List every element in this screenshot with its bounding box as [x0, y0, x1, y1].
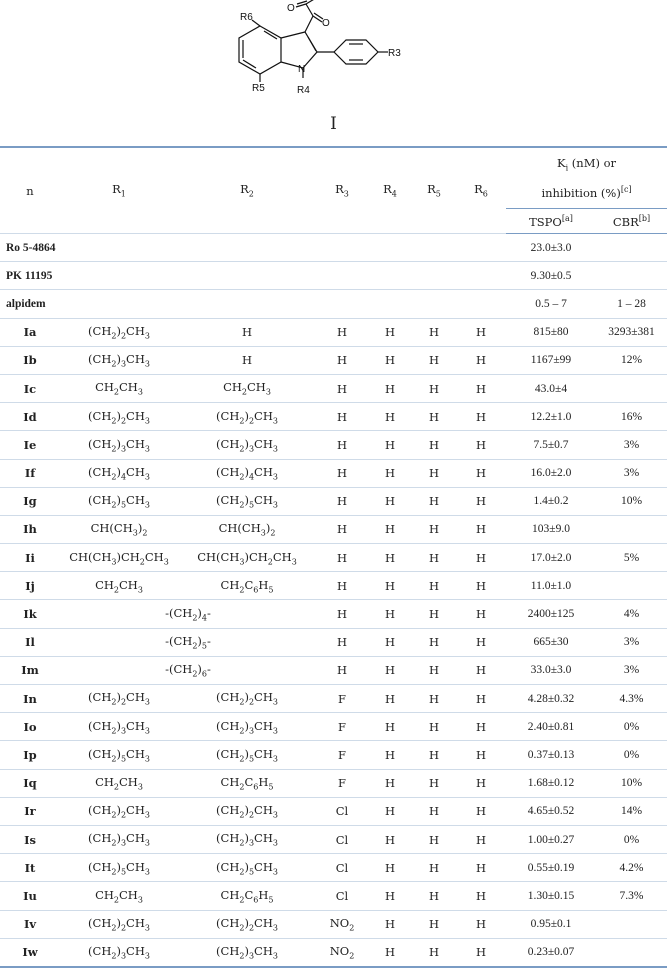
r6-value: H: [456, 769, 506, 797]
r1-value: $CH_2CH_3$: [60, 882, 178, 910]
col-header-r6: $R_6$: [456, 147, 506, 234]
table-row: [0, 374, 667, 402]
tspo-value: 103±9.0: [506, 515, 596, 543]
cbr-value: [596, 938, 667, 967]
reference-row: [0, 290, 667, 318]
r2-value: $(CH_2)_3CH_3$: [178, 713, 316, 741]
oxygen-label-1: O: [287, 3, 295, 14]
table-row: [0, 431, 667, 459]
r2-value: $(CH_2)_2CH_3$: [178, 685, 316, 713]
r3-value: H: [316, 656, 368, 684]
r4-value: H: [368, 854, 412, 882]
r3-value: H: [316, 374, 368, 402]
compound-id: Ig: [0, 487, 60, 515]
r1-value: $CH_2CH_3$: [60, 769, 178, 797]
col-header-n: n: [0, 147, 60, 234]
tspo-value: 9.30±0.5: [506, 262, 596, 290]
r3-value: Cl: [316, 854, 368, 882]
binding-table: [0, 146, 667, 968]
compound-id: Il: [0, 628, 60, 656]
compound-id: Ib: [0, 346, 60, 374]
r1-value: $(CH_2)_2CH_3$: [60, 910, 178, 938]
r3-value: F: [316, 741, 368, 769]
r5-value: H: [412, 628, 456, 656]
r1-value: $(CH_2)_3CH_3$: [60, 346, 178, 374]
cbr-value: 0%: [596, 741, 667, 769]
r1-value: $CH(CH_3)CH_2CH_3$: [60, 544, 178, 572]
r1-value: $(CH_2)_5CH_3$: [60, 741, 178, 769]
cbr-value: 4.3%: [596, 685, 667, 713]
r5-value: H: [412, 572, 456, 600]
table-row: [0, 854, 667, 882]
tspo-value: 1.68±0.12: [506, 769, 596, 797]
cbr-value: 0%: [596, 713, 667, 741]
r1-value: $(CH_2)_3CH_3$: [60, 713, 178, 741]
r4-value: H: [368, 882, 412, 910]
r1-value: $CH(CH_3)_2$: [60, 515, 178, 543]
r3-value: Cl: [316, 797, 368, 825]
tspo-value: 2.40±0.81: [506, 713, 596, 741]
table-row: [0, 572, 667, 600]
r2-value: $(CH_2)_5CH_3$: [178, 487, 316, 515]
reference-row: [0, 234, 667, 262]
r2-value: $(CH_2)_3CH_3$: [178, 825, 316, 853]
r4-value: H: [368, 685, 412, 713]
r2-value: $CH_2C_6H_5$: [178, 572, 316, 600]
col-header-r1: $R_1$: [60, 147, 178, 234]
r6-value: H: [456, 544, 506, 572]
oxygen-label-2: O: [322, 18, 330, 29]
r5-value: H: [412, 741, 456, 769]
r3-label: R3: [388, 48, 401, 59]
r1-value: $(CH_2)_5CH_3$: [60, 487, 178, 515]
cbr-value: 3%: [596, 656, 667, 684]
r3-value: H: [316, 544, 368, 572]
compound-id: Iu: [0, 882, 60, 910]
r6-value: H: [456, 882, 506, 910]
r3-value: F: [316, 713, 368, 741]
compound-id: Ic: [0, 374, 60, 402]
r5-value: H: [412, 656, 456, 684]
cbr-value: 10%: [596, 769, 667, 797]
r1-value: $(CH_2)_2CH_3$: [60, 685, 178, 713]
structure-figure: [0, 0, 667, 140]
r1-value: $(CH_2)_5CH_3$: [60, 854, 178, 882]
r6-label: R6: [240, 12, 253, 23]
col-header-r4: $R_4$: [368, 147, 412, 234]
table-row: [0, 544, 667, 572]
r3-value: H: [316, 515, 368, 543]
tspo-value: 4.65±0.52: [506, 797, 596, 825]
r3-value: H: [316, 487, 368, 515]
r5-value: H: [412, 825, 456, 853]
tspo-value: 815±80: [506, 318, 596, 346]
r4-value: H: [368, 459, 412, 487]
r4-value: H: [368, 910, 412, 938]
r5-value: H: [412, 346, 456, 374]
compound-id: Im: [0, 656, 60, 684]
r5-value: H: [412, 487, 456, 515]
table-row: [0, 346, 667, 374]
r6-value: H: [456, 431, 506, 459]
reference-name: PK 11195: [0, 262, 506, 290]
r4-value: H: [368, 713, 412, 741]
r5-value: H: [412, 515, 456, 543]
compound-id: In: [0, 685, 60, 713]
tspo-value: 12.2±1.0: [506, 403, 596, 431]
tspo-value: 17.0±2.0: [506, 544, 596, 572]
table-row: [0, 403, 667, 431]
table-row: [0, 938, 667, 967]
r4-value: H: [368, 544, 412, 572]
r3-value: H: [316, 628, 368, 656]
cbr-value: 7.3%: [596, 882, 667, 910]
cbr-value: 14%: [596, 797, 667, 825]
cbr-value: 10%: [596, 487, 667, 515]
r3-value: Cl: [316, 882, 368, 910]
r6-value: H: [456, 685, 506, 713]
cbr-value: [596, 234, 667, 262]
r2-value: $CH(CH_3)_2$: [178, 515, 316, 543]
r6-value: H: [456, 910, 506, 938]
r5-label: R5: [252, 83, 265, 94]
cbr-value: 3%: [596, 628, 667, 656]
r4-value: H: [368, 318, 412, 346]
r3-value: H: [316, 459, 368, 487]
r6-value: H: [456, 656, 506, 684]
col-header-r2: $R_2$: [178, 147, 316, 234]
table-row: [0, 459, 667, 487]
r3-value: Cl: [316, 825, 368, 853]
r1-r2-ring: $-(CH_2)_5-$: [60, 628, 316, 656]
cbr-value: 1 – 28: [596, 290, 667, 318]
r3-value: H: [316, 572, 368, 600]
r3-value: H: [316, 403, 368, 431]
r5-value: H: [412, 459, 456, 487]
r2-value: $(CH_2)_3CH_3$: [178, 431, 316, 459]
r1-value: $CH_2CH_3$: [60, 374, 178, 402]
table-row: [0, 797, 667, 825]
tspo-value: 665±30: [506, 628, 596, 656]
r2-value: $(CH_2)_2CH_3$: [178, 403, 316, 431]
r6-value: H: [456, 938, 506, 967]
r6-value: H: [456, 713, 506, 741]
r2-value: $CH(CH_3)CH_2CH_3$: [178, 544, 316, 572]
reference-name: Ro 5-4864: [0, 234, 506, 262]
r3-value: $NO_2$: [316, 910, 368, 938]
r2-value: H: [178, 346, 316, 374]
tspo-value: 16.0±2.0: [506, 459, 596, 487]
table-row: [0, 713, 667, 741]
r5-value: H: [412, 318, 456, 346]
tspo-value: 23.0±3.0: [506, 234, 596, 262]
r2-value: H: [178, 318, 316, 346]
r5-value: H: [412, 431, 456, 459]
r4-value: H: [368, 938, 412, 967]
tspo-value: 2400±125: [506, 600, 596, 628]
r4-value: H: [368, 825, 412, 853]
r2-value: $(CH_2)_3CH_3$: [178, 938, 316, 967]
r5-value: H: [412, 600, 456, 628]
cbr-value: [596, 515, 667, 543]
cbr-value: [596, 262, 667, 290]
r1-value: $(CH_2)_3CH_3$: [60, 431, 178, 459]
r6-value: H: [456, 346, 506, 374]
compound-id: If: [0, 459, 60, 487]
cbr-value: 12%: [596, 346, 667, 374]
compound-id: Iw: [0, 938, 60, 967]
r4-value: H: [368, 346, 412, 374]
r5-value: H: [412, 882, 456, 910]
r1-r2-ring: $-(CH_2)_4-$: [60, 600, 316, 628]
tspo-value: 33.0±3.0: [506, 656, 596, 684]
col-header-cbr: CBR[b]: [596, 209, 667, 234]
r1-value: $(CH_2)_2CH_3$: [60, 797, 178, 825]
r3-value: F: [316, 685, 368, 713]
tspo-value: 7.5±0.7: [506, 431, 596, 459]
r3-value: H: [316, 318, 368, 346]
tspo-value: 0.37±0.13: [506, 741, 596, 769]
tspo-value: 0.5 – 7: [506, 290, 596, 318]
r1-value: $(CH_2)_4CH_3$: [60, 459, 178, 487]
cbr-value: [596, 910, 667, 938]
r2-value: $CH_2C_6H_5$: [178, 769, 316, 797]
r2-value: $CH_2CH_3$: [178, 374, 316, 402]
r1-value: $CH_2CH_3$: [60, 572, 178, 600]
r4-value: H: [368, 572, 412, 600]
tspo-value: 1.30±0.15: [506, 882, 596, 910]
compound-id: Ip: [0, 741, 60, 769]
tspo-value: 11.0±1.0: [506, 572, 596, 600]
cbr-value: 5%: [596, 544, 667, 572]
table-row: [0, 656, 667, 684]
compound-id: Io: [0, 713, 60, 741]
table-row: [0, 769, 667, 797]
tspo-value: 1167±99: [506, 346, 596, 374]
r1-value: $(CH_2)_2CH_3$: [60, 318, 178, 346]
r4-label: R4: [297, 85, 310, 96]
col-header-ki: $K_i$ (nM) or inhibition (%)[c]: [506, 147, 667, 209]
table-row: [0, 741, 667, 769]
r6-value: H: [456, 515, 506, 543]
r6-value: H: [456, 318, 506, 346]
r5-value: H: [412, 910, 456, 938]
r4-value: H: [368, 487, 412, 515]
r4-value: H: [368, 741, 412, 769]
r6-value: H: [456, 459, 506, 487]
cbr-value: 4.2%: [596, 854, 667, 882]
r5-value: H: [412, 938, 456, 967]
tspo-value: 4.28±0.32: [506, 685, 596, 713]
compound-id: Ij: [0, 572, 60, 600]
reference-name: alpidem: [0, 290, 506, 318]
cbr-value: 3%: [596, 431, 667, 459]
tspo-value: 1.4±0.2: [506, 487, 596, 515]
r2-value: $(CH_2)_2CH_3$: [178, 797, 316, 825]
r6-value: H: [456, 797, 506, 825]
col-header-r5: $R_5$: [412, 147, 456, 234]
r4-value: H: [368, 656, 412, 684]
compound-id: Is: [0, 825, 60, 853]
r1-value: $(CH_2)_2CH_3$: [60, 403, 178, 431]
reference-row: [0, 262, 667, 290]
r5-value: H: [412, 403, 456, 431]
r6-value: H: [456, 628, 506, 656]
r3-value: H: [316, 346, 368, 374]
r4-value: H: [368, 600, 412, 628]
tspo-value: 43.0±4: [506, 374, 596, 402]
cbr-value: 4%: [596, 600, 667, 628]
table-row: [0, 318, 667, 346]
header-row: [0, 147, 667, 209]
cbr-value: [596, 374, 667, 402]
cbr-value: 3293±381: [596, 318, 667, 346]
r2-value: $(CH_2)_4CH_3$: [178, 459, 316, 487]
r5-value: H: [412, 544, 456, 572]
compound-id: Iq: [0, 769, 60, 797]
r5-value: H: [412, 685, 456, 713]
r6-value: H: [456, 854, 506, 882]
r4-value: H: [368, 403, 412, 431]
r2-value: $(CH_2)_5CH_3$: [178, 854, 316, 882]
col-header-r3: $R_3$: [316, 147, 368, 234]
compound-id: Ir: [0, 797, 60, 825]
r3-value: $NO_2$: [316, 938, 368, 967]
r6-value: H: [456, 572, 506, 600]
compound-id: Ih: [0, 515, 60, 543]
table-row: [0, 600, 667, 628]
table-row: [0, 487, 667, 515]
compound-id: Id: [0, 403, 60, 431]
table-row: [0, 515, 667, 543]
r3-value: H: [316, 600, 368, 628]
r4-value: H: [368, 431, 412, 459]
r5-value: H: [412, 854, 456, 882]
r6-value: H: [456, 600, 506, 628]
r6-value: H: [456, 487, 506, 515]
r5-value: H: [412, 374, 456, 402]
compound-id: Ia: [0, 318, 60, 346]
table-row: [0, 825, 667, 853]
col-header-tspo: TSPO[a]: [506, 209, 596, 234]
table-row: [0, 882, 667, 910]
r2-value: $(CH_2)_2CH_3$: [178, 910, 316, 938]
cbr-value: [596, 572, 667, 600]
r2-value: $CH_2C_6H_5$: [178, 882, 316, 910]
r6-value: H: [456, 741, 506, 769]
cbr-value: 16%: [596, 403, 667, 431]
r5-value: H: [412, 769, 456, 797]
r1-r2-ring: $-(CH_2)_6-$: [60, 656, 316, 684]
cbr-value: 0%: [596, 825, 667, 853]
compound-id: Ii: [0, 544, 60, 572]
r6-value: H: [456, 825, 506, 853]
compound-id: Ik: [0, 600, 60, 628]
compound-id: Iv: [0, 910, 60, 938]
r4-value: H: [368, 374, 412, 402]
table-row: [0, 910, 667, 938]
r1-value: $(CH_2)_3CH_3$: [60, 825, 178, 853]
indole-structure: [0, 0, 667, 112]
r4-value: H: [368, 515, 412, 543]
r4-value: H: [368, 628, 412, 656]
cbr-value: 3%: [596, 459, 667, 487]
r6-value: H: [456, 374, 506, 402]
compound-id: It: [0, 854, 60, 882]
tspo-value: 0.95±0.1: [506, 910, 596, 938]
r3-value: F: [316, 769, 368, 797]
r3-value: H: [316, 431, 368, 459]
r1-value: $(CH_2)_3CH_3$: [60, 938, 178, 967]
tspo-value: 0.23±0.07: [506, 938, 596, 967]
table-body: [0, 234, 667, 967]
r4-value: H: [368, 769, 412, 797]
n-atom-label: N: [298, 64, 306, 75]
compound-id: Ie: [0, 431, 60, 459]
r2-value: $(CH_2)_5CH_3$: [178, 741, 316, 769]
tspo-value: 1.00±0.27: [506, 825, 596, 853]
table-row: [0, 628, 667, 656]
compound-caption: I: [330, 114, 337, 134]
r4-value: H: [368, 797, 412, 825]
r5-value: H: [412, 797, 456, 825]
tspo-value: 0.55±0.19: [506, 854, 596, 882]
r6-value: H: [456, 403, 506, 431]
table-row: [0, 685, 667, 713]
r5-value: H: [412, 713, 456, 741]
